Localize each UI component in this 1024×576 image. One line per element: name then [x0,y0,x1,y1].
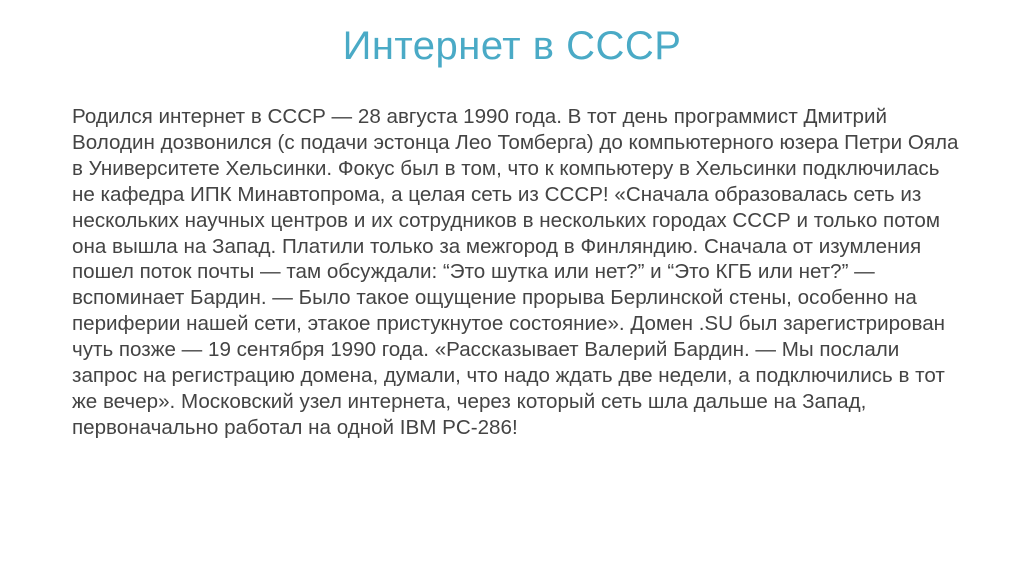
slide-title: Интернет в СССР [342,24,682,68]
slide-body-text: Родился интернет в СССР — 28 августа 1990 года. В тот день программист Дмитрий Володин дозвонился (с подачи эстонца Лео Томберга) до компьютерного юзера Петри Ояла в Университете Хельсинки. Фокус был в том, что к компьютеру в Хельсинки подключилась не кафедра ИПК Минавтопрома, а целая сеть из СССР! «Сначала образовалась сеть из нескольких научных центров и их сотрудников в нескольких городах СССР и только потом она вышла на Запад. Платили только за межгород в Финляндию. Сначала от изумления пошел поток почты — там обсуждали: “Это шутка или нет?” и “Это КГБ или нет?” — вспоминает Бардин. — Было такое ощущение прорыва Берлинской стены, особенно на периферии нашей сети, этакое пристукнутое состояние». Домен .SU был зарегистрирован чуть позже — 19 сентября 1990 года. «Рассказывает Валерий Бардин. — Мы послали запрос на регистрацию домена, думали, что надо ждать две недели, а подключились в тот же вечер». Московский узел интернета, через который сеть шла дальше на Запад, первоначально работал на одной IBM PC-286! [72,105,959,439]
